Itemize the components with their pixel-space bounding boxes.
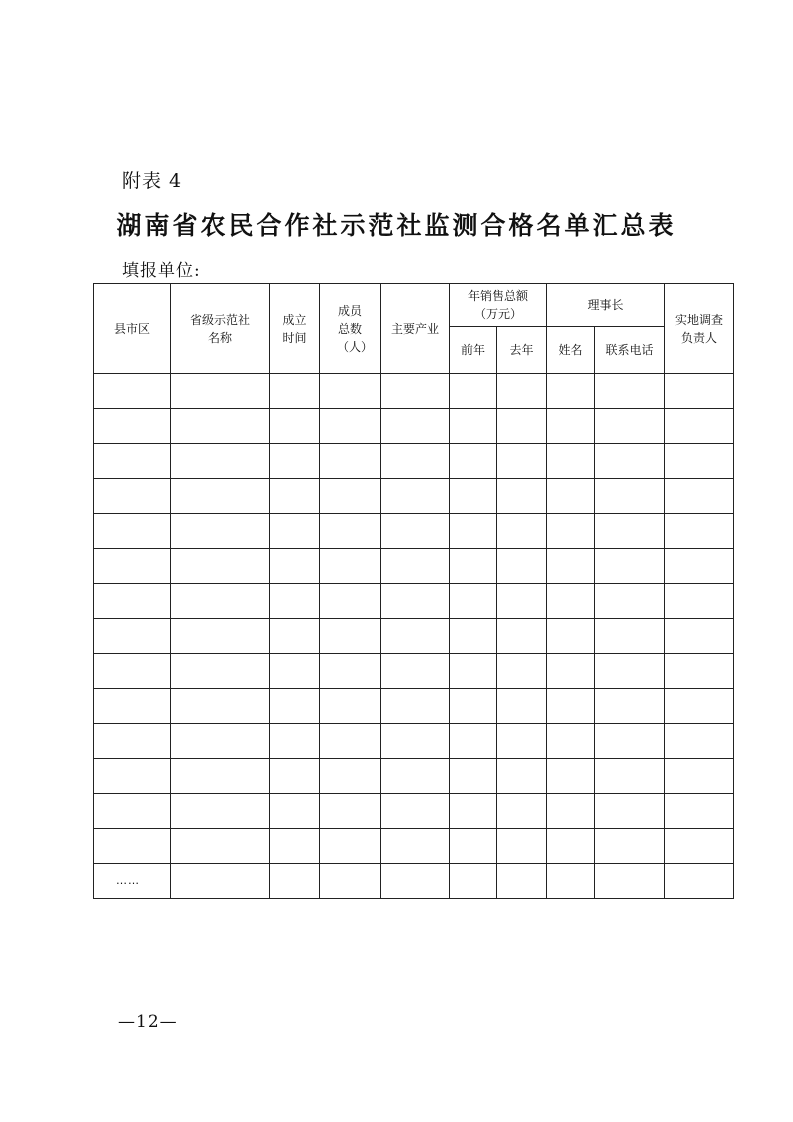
table-cell — [547, 689, 595, 724]
table-cell — [94, 829, 171, 864]
table-cell — [320, 514, 381, 549]
table-cell — [320, 654, 381, 689]
table-cell — [547, 479, 595, 514]
table-cell — [547, 619, 595, 654]
table-cell — [547, 654, 595, 689]
table-cell — [547, 864, 595, 899]
table-cell — [497, 689, 547, 724]
table-cell — [497, 864, 547, 899]
table-cell — [497, 549, 547, 584]
table-cell — [595, 409, 665, 444]
table-cell — [171, 479, 270, 514]
table-cell — [497, 759, 547, 794]
table-cell — [450, 759, 497, 794]
table-cell — [320, 479, 381, 514]
table-cell — [665, 514, 734, 549]
table-cell — [171, 759, 270, 794]
table-cell — [270, 374, 320, 409]
table-cell — [381, 619, 450, 654]
table-cell — [497, 619, 547, 654]
table-cell — [270, 689, 320, 724]
header-members: 成员总数（人） — [320, 284, 381, 374]
table-cell — [547, 514, 595, 549]
table-cell — [665, 444, 734, 479]
table-cell — [450, 689, 497, 724]
header-chairman-name: 姓名 — [547, 327, 595, 374]
table-row — [94, 514, 734, 549]
table-cell — [595, 479, 665, 514]
table-cell — [171, 514, 270, 549]
table-cell — [595, 619, 665, 654]
table-cell — [450, 724, 497, 759]
table-cell — [270, 724, 320, 759]
summary-table — [93, 283, 734, 899]
table-cell — [665, 409, 734, 444]
table-cell — [547, 374, 595, 409]
table-cell — [94, 409, 171, 444]
table-cell — [497, 654, 547, 689]
table-cell — [94, 794, 171, 829]
table-cell — [171, 724, 270, 759]
table-cell — [665, 619, 734, 654]
table-cell — [595, 374, 665, 409]
table-cell — [94, 549, 171, 584]
table-cell — [665, 759, 734, 794]
table-cell — [665, 479, 734, 514]
table-cell — [497, 374, 547, 409]
table-cell — [450, 829, 497, 864]
table-cell — [320, 549, 381, 584]
continuation-mark: …… — [94, 864, 171, 899]
table-row — [94, 549, 734, 584]
table-cell — [547, 409, 595, 444]
table-cell — [320, 794, 381, 829]
table-cell — [381, 724, 450, 759]
table-cell — [665, 549, 734, 584]
table-cell — [497, 444, 547, 479]
table-cell — [320, 619, 381, 654]
table-cell — [381, 794, 450, 829]
table-cell — [270, 479, 320, 514]
table-cell — [665, 374, 734, 409]
table-cell — [665, 689, 734, 724]
table-cell — [94, 479, 171, 514]
header-inspector: 实地调查负责人 — [665, 284, 734, 374]
table-cell — [547, 829, 595, 864]
table-cell — [547, 759, 595, 794]
table-cell — [381, 479, 450, 514]
table-cell — [547, 584, 595, 619]
table-cell — [320, 829, 381, 864]
table-cell — [270, 864, 320, 899]
table-cell — [450, 864, 497, 899]
table-row — [94, 759, 734, 794]
table-row — [94, 724, 734, 759]
table-cell — [171, 654, 270, 689]
table-cell — [270, 444, 320, 479]
table-cell — [497, 829, 547, 864]
table-cell — [270, 619, 320, 654]
table-cell — [450, 444, 497, 479]
header-chairman-phone: 联系电话 — [595, 327, 665, 374]
table-cell — [94, 689, 171, 724]
table-cell — [270, 584, 320, 619]
attachment-label: 附表 4 — [122, 170, 183, 192]
table-cell — [595, 654, 665, 689]
table-cell — [381, 409, 450, 444]
table-cell — [665, 724, 734, 759]
table-cell — [94, 514, 171, 549]
table-cell — [320, 864, 381, 899]
header-established: 成立时间 — [270, 284, 320, 374]
header-coop-name: 省级示范社名称 — [171, 284, 270, 374]
table-cell — [94, 374, 171, 409]
table-row — [94, 444, 734, 479]
table-cell — [270, 794, 320, 829]
table-cell — [94, 759, 171, 794]
table-cell — [595, 724, 665, 759]
table-cell — [381, 759, 450, 794]
table-cell — [94, 724, 171, 759]
table-cell — [270, 759, 320, 794]
table-cell — [320, 689, 381, 724]
table-cell — [497, 409, 547, 444]
table-cell — [320, 444, 381, 479]
document-title: 湖南省农民合作社示范社监测合格名单汇总表 — [116, 211, 677, 240]
table-cell — [171, 374, 270, 409]
table-cell — [171, 549, 270, 584]
table-cell — [270, 514, 320, 549]
table-cell — [595, 444, 665, 479]
table-cell — [547, 549, 595, 584]
table-cell — [171, 829, 270, 864]
table-cell — [94, 444, 171, 479]
table-cell — [270, 829, 320, 864]
table-cell — [171, 864, 270, 899]
header-last-year: 去年 — [497, 327, 547, 374]
header-prev-year: 前年 — [450, 327, 497, 374]
table-row — [94, 374, 734, 409]
table-cell — [595, 514, 665, 549]
table-cell — [450, 654, 497, 689]
table-cell — [497, 514, 547, 549]
table-cell — [381, 584, 450, 619]
table-cell — [497, 479, 547, 514]
table-cell — [450, 409, 497, 444]
table-cell — [595, 759, 665, 794]
table-row — [94, 829, 734, 864]
table-cell — [171, 794, 270, 829]
table-cell — [497, 794, 547, 829]
table-cell — [381, 374, 450, 409]
table-cell — [595, 584, 665, 619]
table-cell — [381, 864, 450, 899]
table-cell — [94, 584, 171, 619]
table-cell — [381, 514, 450, 549]
table-cell — [450, 549, 497, 584]
table-cell — [320, 409, 381, 444]
table-cell — [171, 444, 270, 479]
table-cell — [595, 829, 665, 864]
table-cell — [381, 549, 450, 584]
table-cell — [381, 829, 450, 864]
reporting-unit-label: 填报单位: — [122, 261, 201, 281]
table-cell — [171, 689, 270, 724]
table-cell — [665, 864, 734, 899]
table-row — [94, 689, 734, 724]
table-row — [94, 794, 734, 829]
table-cell — [497, 584, 547, 619]
table-cell — [94, 619, 171, 654]
table-cell — [94, 654, 171, 689]
table-cell — [595, 689, 665, 724]
table-cell — [595, 794, 665, 829]
header-annual-sales: 年销售总额（万元） — [450, 284, 547, 327]
table-cell — [665, 829, 734, 864]
header-county: 县市区 — [94, 284, 171, 374]
table-cell — [450, 374, 497, 409]
table-cell — [270, 549, 320, 584]
table-cell — [497, 724, 547, 759]
table-row — [94, 409, 734, 444]
table-cell — [450, 514, 497, 549]
table-cell — [665, 654, 734, 689]
table-cell — [171, 409, 270, 444]
table-cell — [665, 794, 734, 829]
table-cell — [320, 759, 381, 794]
table-cell — [595, 864, 665, 899]
table-cell — [171, 619, 270, 654]
page-number: —12— — [118, 1012, 178, 1032]
header-industry: 主要产业 — [381, 284, 450, 374]
header-chairman: 理事长 — [547, 284, 665, 327]
table-cell — [450, 794, 497, 829]
table-cell — [270, 654, 320, 689]
table-row — [94, 619, 734, 654]
table-cell — [665, 584, 734, 619]
table-cell — [595, 549, 665, 584]
table-cell — [381, 689, 450, 724]
table-cell — [547, 724, 595, 759]
table-cell — [270, 409, 320, 444]
table-cell — [450, 584, 497, 619]
table-row — [94, 479, 734, 514]
table-cell — [547, 794, 595, 829]
table-cell — [320, 374, 381, 409]
table-row — [94, 654, 734, 689]
table-row — [94, 864, 734, 899]
table-cell — [450, 479, 497, 514]
table-cell — [450, 619, 497, 654]
table-cell — [320, 584, 381, 619]
table-cell — [547, 444, 595, 479]
table-row — [94, 584, 734, 619]
table-cell — [381, 444, 450, 479]
table-cell — [320, 724, 381, 759]
table-cell — [171, 584, 270, 619]
table-cell — [381, 654, 450, 689]
